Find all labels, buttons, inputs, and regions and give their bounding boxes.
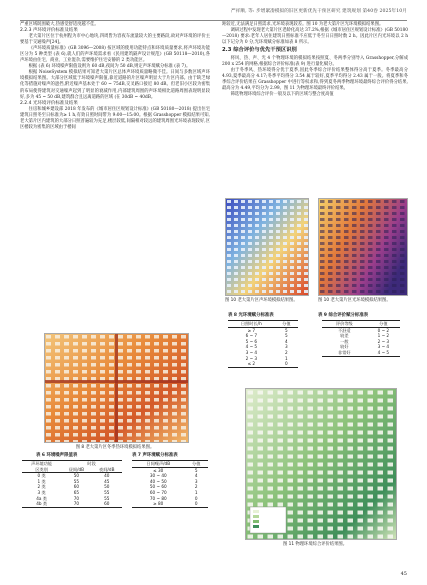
table-header: 分值 <box>275 321 298 328</box>
table-cell: 70 ~ 80 <box>149 495 167 501</box>
table-cell: 0 类 <box>37 473 46 479</box>
table-9-overall-scoring <box>322 320 400 357</box>
right-column <box>222 22 408 98</box>
paragraph: 将风、热、声、光 4 个物理环境的模拟结果按照夏、冬两季分别导入 Grasshopper,分解成 200 x 254 的网格,根据综合评价标准(表 9) 进行量化赋分。 <box>222 55 408 67</box>
table-6-noise-limits <box>22 460 122 508</box>
table-cell: 40 ~ 50 <box>149 478 167 484</box>
noise-map-image <box>226 199 308 295</box>
table-header: 日照时长/h <box>228 321 275 328</box>
table-cell: 0 <box>185 501 209 507</box>
table-8-caption: 表 8 光环境赋分标准表 <box>228 313 274 318</box>
table-cell: 4a 类 <box>36 495 47 501</box>
table-cell: 50 <box>104 484 110 490</box>
figure-11-caption: 图 11 物理环境综合评价结果图。 <box>282 542 348 547</box>
table-header: 区类别 <box>22 467 61 473</box>
table-8-light-scoring <box>228 320 298 368</box>
table-cell: 55 <box>104 489 110 495</box>
section-heading-2-3: 2.3 综合评价与优先干预区识别 <box>222 47 297 54</box>
table-cell: 3 ~ 4 <box>245 349 258 355</box>
table-cell: 2 ~ 3 <box>245 355 258 361</box>
table-cell: ≤ 30 <box>153 467 164 473</box>
paragraph: 调研过程中发现老大第片区老龄化高达 37.2%,根据《城市居住区规划设计标准》(GB 50180—2018) 要求:老年人居住建筑日照标准不应低于冬至日日照时数 2 h。因此片区内光环境以 2 h 以下记分为 0 分,光环境赋分标准如表 8 所示。 <box>222 28 408 46</box>
page-number: 45 <box>400 571 407 577</box>
table-header: 分值 <box>367 321 400 328</box>
running-head: 严祥顺, 等: 步增紧凑模拟的旧区更新优先干预区研究 建筑规划 第40卷 2025年10月 <box>20 8 407 21</box>
table-cell: 一般 <box>340 338 349 344</box>
paragraph: 根据 (表 6) 环境噪声限值设则为 60 dB,夜间为 50 dB,则定声环境赋分标准 (表 7)。 <box>28 64 191 70</box>
table-cell: 60 ~ 70 <box>149 489 167 495</box>
light-map-image <box>319 199 407 295</box>
paragraph: 筛选物理环境综合评价一般及以下的区域与整合度高值 <box>230 91 334 97</box>
table-cell: 60 <box>92 501 122 507</box>
table-cell: 65 <box>73 489 80 495</box>
table-cell: 2 <box>194 484 198 490</box>
section-heading-2-2-4: 2.2.4 光环境评价标准及结果 <box>20 100 78 106</box>
table-header: 夜间/dB <box>92 467 122 473</box>
table-cell: 1 类 <box>37 478 46 484</box>
table-cell: 45 <box>104 478 110 484</box>
table-cell: 70 <box>73 495 80 501</box>
paragraph: 老大第片区位于杭州程为市中心地块,四周皆为容夜车流量较大的主要路段,故对声环境的评价主要基于交通噪声[24]。 <box>20 34 210 46</box>
table-cell: ≥ 7 <box>247 327 256 333</box>
table-cell: 4 ~ 5 <box>245 344 258 350</box>
paragraph: 由于冬季风、热环境得分优于夏季,因此冬季综合评价结果整体得分高于夏季。冬季最高分 4.93,夏季最高分 4.17;冬季平均得分 3.54 属于较好,夏季平均得分 2.43 属于一般。将夏季和冬季综合评价结果在 Grasshopper 中进行等权求和,得到夏冬两季物理环境最终综合评价得分结果,最高分为 4.49,平均分为 2.99。图 11 为物理环境最终评价结果。 <box>222 67 408 91</box>
table-header: 昼间/dB <box>61 467 91 473</box>
paragraph: 距较近,无法满足日照需求,光环境表现较差。图 10 为老大第片区光环境模拟结果图。 <box>222 22 384 27</box>
table-header: 日间噪声/dB <box>132 461 185 468</box>
figure-10-light-map <box>318 198 408 296</box>
table-cell: 50 <box>73 473 80 479</box>
table-cell: 55 <box>104 495 110 501</box>
table-cell: 0 <box>275 361 298 367</box>
table-cell: 0 ~ 2 <box>377 327 390 333</box>
table-cell: 1 <box>285 355 288 361</box>
evaluation-map-image <box>246 389 396 539</box>
table-cell: 5 ~ 6 <box>245 338 258 344</box>
table-9-caption: 表 9 综合评价赋分标准表 <box>318 313 369 318</box>
table-header: 时段 <box>61 461 122 467</box>
table-cell: 70 <box>61 501 91 507</box>
table-cell: 非常好 <box>322 350 367 356</box>
table-cell: 5 <box>285 327 288 333</box>
table-row <box>22 501 122 507</box>
table-cell: 6 ~ 7 <box>245 333 258 339</box>
heat-map-image <box>45 334 188 442</box>
table-header: 声环境功能 <box>22 461 61 467</box>
table-cell: 40 <box>104 473 110 479</box>
table-cell: 2 <box>285 349 288 355</box>
table-cell: 5 <box>285 333 288 339</box>
table-cell: 4 <box>285 338 288 344</box>
table-cell: 3 类 <box>37 489 46 495</box>
figure-8-caption: 图 8 老大第片区冬季热环境模拟结果图。 <box>75 445 155 450</box>
table-cell: 3 <box>285 344 288 350</box>
table-6-caption: 表 6 环境噪声限值表 <box>36 453 78 458</box>
table-cell: 1 ~ 2 <box>377 333 390 339</box>
table-cell: 4 ~ 5 <box>367 350 400 356</box>
table-cell: 4b 类 <box>22 501 61 507</box>
table-header: 分值 <box>185 461 209 468</box>
paragraph: 根据 NoiseSystem 模拟结果可知老大第片区总体声环境质量略微不佳。日间与多数区域声环境模拟结果图。大部分区域低于环境噪声限值,靠近道路的片区噪声明显大于片区内部。由于缺乏绿化等措施对噪声的遮挡,附近噪声基本处于 60 ~ 75dB,交叉路口接近 80 dB。但老旧小区较为密集的布局使得建筑对交通噪声起到了明显的衰减作用,内部建筑周围的声环境相比道路周围表现明显较好,多为 45 ~ 50 dB,建筑群合且远离道路的区域 (在 30dB ~ 40dB。 <box>20 70 210 100</box>
table-cell: 1 <box>194 489 198 495</box>
table-cell: 4 <box>194 473 198 479</box>
table-cell: 5 <box>194 467 198 473</box>
paragraph: 住房和城乡建设部 2018 年发布的《城市居住区规划设计标准》(GB 50180—2018) 提出住宅建筑日照冬至日标准为≥ 1 h,有效日照时间带为 9:00—15:00。根据 Grasshopper 模拟结果可知,老大第片区内建筑的大部分日照普遍较为充足,楼层较低,间隔相对较远的建筑周围光环境表现较好,区区楼较为密集的区域由于楼间 <box>20 106 210 130</box>
section-heading-2-2-3: 2.2.3 声环境评价标准及结果 <box>20 28 78 34</box>
table-7-caption: 表 7 声环境赋分标准表 <box>132 453 178 458</box>
figure-10b-caption: 图 10 老大第片区光环境模拟结果图。 <box>318 298 391 303</box>
table-cell: 较好 <box>340 344 349 350</box>
table-cell: 60 <box>73 484 80 490</box>
table-cell: 3 ~ 4 <box>377 344 390 350</box>
table-row <box>322 350 400 356</box>
table-cell: 55 <box>73 478 80 484</box>
figure-10-noise-map <box>225 198 309 296</box>
table-cell: 2 类 <box>37 484 46 490</box>
left-column <box>20 22 210 131</box>
paragraph: 《声环境质量标准》(GB 3096—2008) 按区域的使用功能特点和环境质量要求,将声环境功能区分为 5 种类型 (表 6),就人们的声环境需求看《民用建筑隔声设计规范》(GB 50118—2010),各声环境由住宅、商业、工业混杂,需要维护住宅安静的 2 类功能区。 <box>20 46 210 64</box>
table-cell: 30 ~ 40 <box>149 473 167 479</box>
table-row <box>132 501 208 507</box>
paragraph: 严重区域既围破大,热感觉舒适度越不佳。 <box>20 22 99 27</box>
table-cell: 2 ~ 3 <box>377 338 390 344</box>
table-cell: 0 <box>194 495 198 501</box>
figure-8-heat-map <box>44 333 189 443</box>
table-cell: 较差 <box>340 333 349 339</box>
figure-10a-caption: 图 10 老大第片区声环境模拟结果图。 <box>225 298 298 303</box>
table-header: 评价等级 <box>322 321 367 328</box>
table-cell: ≤ 2 <box>228 361 275 367</box>
table-cell: 50 ~ 60 <box>149 484 167 490</box>
table-cell: ≥ 80 <box>132 501 185 507</box>
table-row <box>228 361 298 367</box>
table-cell: 不舒适 <box>338 327 351 333</box>
table-7-noise-scoring <box>132 460 208 508</box>
table-cell: 3 <box>194 478 198 484</box>
figure-11-evaluation-map <box>245 388 397 540</box>
